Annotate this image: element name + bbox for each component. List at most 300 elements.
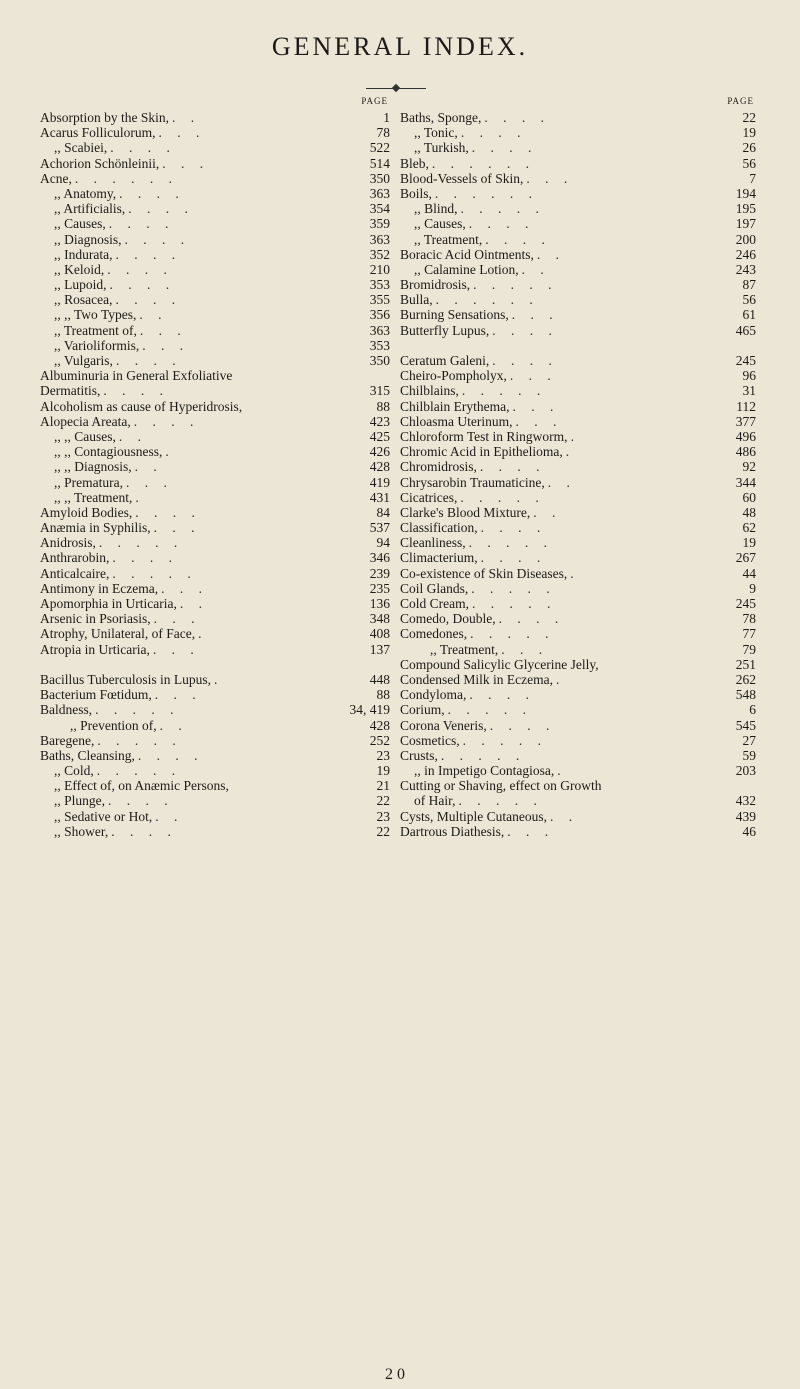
entry-leader: . . . .	[115, 246, 182, 262]
entry-leader: . . . .	[137, 747, 204, 763]
entry-leader: . . . .	[103, 383, 169, 399]
entry-term: Cutting or Shaving, effect on Growth	[400, 778, 602, 794]
index-entry	[400, 642, 756, 657]
entry-page-number: 448	[369, 671, 390, 687]
index-entry	[40, 383, 390, 398]
entry-term: Climacterium,	[400, 550, 478, 566]
entry-page-number: 7	[749, 170, 756, 186]
index-entry	[40, 201, 390, 216]
index-entry	[400, 626, 756, 641]
index-entry	[40, 748, 390, 763]
entry-leader: . . . . . .	[431, 155, 535, 171]
entry-page-number: 486	[735, 444, 756, 460]
entry-leader: . . . . .	[96, 763, 182, 779]
entry-page-number: 363	[369, 231, 390, 247]
entry-leader: . . . .	[108, 216, 175, 232]
entry-leader: . . . .	[485, 231, 551, 247]
index-entry	[400, 292, 756, 307]
entry-page-number: 465	[735, 322, 756, 338]
entry-page-number: 59	[742, 747, 756, 763]
entry-page-number: 537	[369, 520, 390, 536]
index-entry	[400, 763, 756, 778]
entry-term: Chilblains,	[400, 383, 459, 399]
entry-leader: . . . . .	[460, 201, 545, 217]
entry-leader: . .	[139, 307, 168, 323]
entry-leader: .	[555, 671, 566, 687]
index-entry	[400, 718, 756, 733]
entry-page-number: 363	[369, 185, 390, 201]
entry-term: ,, in Impetigo Contagiosa,	[414, 763, 555, 779]
entry-term: Apomorphia in Urticaria,	[40, 596, 177, 611]
entry-leader: . . . . . .	[435, 292, 539, 308]
index-entry	[40, 429, 390, 444]
index-entry	[400, 323, 756, 338]
entry-term: Corium,	[400, 702, 445, 718]
entry-page-number: 194	[735, 185, 756, 201]
index-entry	[400, 809, 756, 824]
index-entry	[400, 383, 756, 398]
entry-page-number: 352	[369, 246, 390, 262]
entry-page-number: 439	[735, 808, 756, 824]
entry-page-number: 21	[376, 778, 390, 794]
entry-term: Baregene,	[40, 732, 95, 748]
entry-page-number: 78	[742, 611, 756, 627]
index-entry	[40, 566, 390, 581]
entry-leader: . . .	[139, 322, 187, 338]
entry-page-number: 239	[369, 565, 390, 581]
entry-term: Chrysarobin Traumaticine,	[400, 474, 545, 490]
entry-page-number: 267	[735, 550, 756, 566]
index-entry	[400, 459, 756, 474]
entry-leader: . . . .	[479, 459, 546, 475]
entry-leader: . . . . .	[461, 383, 547, 399]
entry-page-number: 56	[742, 292, 756, 308]
entry-term: Cold Cream,	[400, 596, 469, 611]
entry-page-number: 26	[742, 140, 756, 156]
entry-term: ,, Lupoid,	[54, 277, 107, 293]
entry-term: ,, Cold,	[54, 763, 94, 779]
index-column-right	[400, 92, 756, 839]
index-entry	[40, 171, 390, 186]
entry-page-number: 346	[369, 550, 390, 566]
index-entry	[40, 793, 390, 808]
entry-term: Burning Sensations,	[400, 307, 509, 323]
entry-leader: . .	[536, 246, 565, 262]
entry-leader: . . . . .	[460, 489, 545, 505]
index-entry	[40, 414, 390, 429]
index-entry	[40, 824, 390, 839]
entry-page-number: 251	[735, 656, 756, 672]
entry-page-number: 77	[742, 626, 756, 642]
index-entry	[400, 672, 756, 687]
entry-page-number: 245	[735, 353, 756, 368]
index-entry	[400, 475, 756, 490]
entry-leader: . . .	[515, 413, 563, 429]
entry-leader: . . . .	[110, 140, 176, 156]
index-entry	[400, 186, 756, 201]
entry-page-number: 355	[369, 292, 390, 308]
entry-leader: . . . . .	[440, 747, 526, 763]
entry-term: Cicatrices,	[400, 489, 458, 505]
entry-term: ,, Causes,	[54, 216, 106, 232]
entry-leader: . . . .	[460, 125, 527, 141]
index-entry	[40, 687, 390, 702]
index-entry	[40, 110, 390, 125]
index-entry	[400, 262, 756, 277]
entry-page-number: 423	[369, 413, 390, 429]
entry-leader: . .	[521, 261, 550, 277]
entry-page-number: 210	[369, 261, 390, 277]
entry-page-number: 96	[742, 368, 756, 384]
entry-leader: . . .	[158, 125, 206, 141]
entry-page-number: 377	[735, 413, 756, 429]
entry-term: Butterfly Lupus,	[400, 322, 490, 338]
entry-leader: . . . .	[128, 201, 194, 217]
index-entry	[40, 809, 390, 824]
index-entry	[40, 611, 390, 626]
index-entry	[400, 566, 756, 581]
entry-page-number: 408	[369, 626, 390, 642]
entry-term: ,, Treatment of,	[54, 322, 137, 338]
entry-leader: .	[165, 444, 175, 460]
entry-term: Cleanliness,	[400, 535, 466, 551]
entry-leader: . . .	[153, 611, 201, 627]
entry-page-number: 243	[735, 261, 756, 277]
entry-term: Chromic Acid in Epithelioma,	[400, 444, 563, 460]
entry-page-number: 136	[369, 596, 390, 611]
entry-leader: . . . . .	[95, 702, 180, 718]
signature-mark: 2 0	[385, 1366, 405, 1383]
entry-page-number: 315	[369, 383, 390, 399]
entry-page-number: 22	[742, 110, 756, 125]
index-entry	[40, 778, 390, 793]
entry-leader: . . . . .	[462, 732, 547, 748]
index-entry	[400, 125, 756, 140]
index-entry	[40, 262, 390, 277]
entry-page-number: 44	[742, 565, 756, 581]
entry-page-number: 419	[369, 474, 390, 490]
entry-term: Alopecia Areata,	[40, 413, 131, 429]
entry-term: Acarus Folliculorum,	[40, 125, 156, 141]
title-rule	[366, 88, 426, 89]
entry-leader: . . .	[509, 368, 557, 384]
index-entry	[40, 702, 390, 717]
entry-term: Absorption by the Skin,	[40, 110, 170, 125]
index-spacer	[40, 657, 390, 672]
entry-term: Arsenic in Psoriasis,	[40, 611, 151, 627]
entry-term: ,, Rosacea,	[54, 292, 113, 308]
entry-page-number: 9	[749, 580, 756, 596]
entry-page-number: 203	[735, 763, 756, 779]
entry-term: Bulla,	[400, 292, 433, 308]
index-entry	[40, 672, 390, 687]
entry-term: Anæmia in Syphilis,	[40, 520, 151, 536]
entry-page-number: 431	[369, 489, 390, 505]
entry-page-number: 34, 419	[349, 702, 390, 718]
entry-page-number: 353	[369, 277, 390, 293]
entry-term: Comedo, Double,	[400, 611, 496, 627]
entry-leader: . . . . .	[98, 535, 184, 551]
index-entry	[400, 596, 756, 611]
entry-page-number: 522	[369, 140, 390, 156]
index-entry	[40, 535, 390, 550]
index-entry	[400, 520, 756, 535]
entry-term: ,, ,, Diagnosis,	[54, 459, 132, 475]
index-entry	[40, 338, 390, 353]
entry-term: Corona Veneris,	[400, 717, 487, 733]
entry-term: ,, ,, Contagiousness,	[54, 444, 163, 460]
entry-leader: . . . . .	[458, 793, 543, 809]
entry-page-number: 79	[742, 641, 756, 657]
page-title: GENERAL INDEX.	[271, 32, 529, 61]
entry-term: ,, Plunge,	[54, 793, 106, 809]
entry-term: ,, ,, Causes,	[54, 428, 116, 444]
entry-leader: .	[198, 626, 208, 642]
entry-term: Comedones,	[400, 626, 468, 642]
entry-leader: . . . .	[492, 353, 558, 368]
entry-leader: . . . .	[480, 550, 547, 566]
entry-term: Condensed Milk in Eczema,	[400, 671, 553, 687]
entry-leader: . .	[155, 808, 184, 824]
entry-leader: . . . . .	[447, 702, 533, 718]
entry-term: of Hair,	[414, 793, 456, 809]
index-entry	[40, 307, 390, 322]
entry-leader: . .	[533, 504, 562, 520]
entry-term: Baldness,	[40, 702, 93, 718]
index-entry	[40, 156, 390, 171]
entry-page-number: 62	[742, 520, 756, 536]
entry-page-number: 87	[742, 277, 756, 293]
index-entry	[400, 216, 756, 231]
entry-page-number: 92	[742, 459, 756, 475]
index-entry	[40, 247, 390, 262]
index-entry	[400, 687, 756, 702]
entry-page-number: 356	[369, 307, 390, 323]
entry-term: Atropia in Urticaria,	[40, 641, 150, 657]
entry-term: ,, Turkish,	[414, 140, 469, 156]
index-entry	[40, 368, 390, 383]
entry-leader: . . .	[507, 823, 555, 839]
entry-term: Alcoholism as cause of Hyperidrosis,	[40, 398, 243, 414]
entry-page-number: 46	[742, 823, 756, 839]
entry-term: ,, Prevention of,	[70, 717, 157, 733]
entry-term: ,, Artificialis,	[54, 201, 126, 217]
index-entry	[40, 475, 390, 490]
entry-leader: .	[214, 671, 224, 687]
entry-leader: . . . .	[480, 520, 547, 536]
entry-page-number: 94	[376, 535, 390, 551]
entry-page-number: 78	[376, 125, 390, 141]
entry-page-number: 19	[376, 763, 390, 779]
entry-term: Acne,	[40, 170, 72, 186]
entry-term: ,, Keloid,	[54, 261, 105, 277]
index-entry	[400, 368, 756, 383]
entry-page-number: 88	[376, 398, 390, 414]
entry-term: ,, Calamine Lotion,	[414, 261, 519, 277]
entry-page-number: 61	[742, 307, 756, 323]
index-entry	[400, 778, 756, 793]
entry-page-number: 262	[735, 671, 756, 687]
entry-term: Classification,	[400, 520, 478, 536]
index-entry	[40, 596, 390, 611]
page-column-heading: PAGE	[361, 96, 388, 106]
entry-term: ,, Indurata,	[54, 246, 113, 262]
entry-page-number: 344	[735, 474, 756, 490]
entry-leader: . .	[118, 428, 147, 444]
entry-term: ,, Treatment,	[430, 641, 499, 657]
index-entry	[400, 824, 756, 839]
entry-page-number: 548	[735, 687, 756, 703]
entry-leader: . . . .	[471, 140, 538, 156]
index-entry	[40, 733, 390, 748]
entry-term: Bleb,	[400, 155, 429, 171]
entry-leader: . . . .	[124, 231, 191, 247]
entry-page-number: 137	[369, 641, 390, 657]
entry-page-number: 195	[735, 201, 756, 217]
index-entry	[400, 550, 756, 565]
entry-page-number: 60	[742, 489, 756, 505]
entry-term: Anticalcaire,	[40, 565, 110, 581]
entry-term: Anthrarobin,	[40, 550, 110, 566]
entry-term: Baths, Sponge,	[400, 110, 482, 125]
entry-page-number: 425	[369, 428, 390, 444]
entry-leader: . . .	[511, 307, 559, 323]
entry-leader: . . . . .	[468, 535, 553, 551]
entry-page-number: 112	[736, 398, 756, 414]
entry-leader: . . .	[142, 337, 190, 353]
entry-leader: . . . . .	[471, 580, 556, 596]
index-entry	[40, 718, 390, 733]
entry-term: Dermatitis,	[40, 383, 101, 399]
entry-page-number: 22	[376, 793, 390, 809]
entry-leader: . . . . . .	[434, 185, 539, 201]
entry-page-number: 6	[749, 702, 756, 718]
entry-page-number: 350	[369, 170, 390, 186]
entry-term: Atrophy, Unilateral, of Face,	[40, 626, 196, 642]
entry-term: Compound Salicylic Glycerine Jelly,	[400, 656, 599, 672]
entry-term: Boils,	[400, 185, 432, 201]
entry-leader: . . . .	[107, 261, 173, 277]
index-entry	[400, 535, 756, 550]
entry-leader: . . . . .	[473, 277, 558, 293]
entry-page-number: 545	[735, 717, 756, 733]
entry-leader: . . .	[154, 687, 202, 703]
index-entry	[400, 232, 756, 247]
entry-term: Chilblain Erythema,	[400, 398, 510, 414]
entry-leader: . . . .	[111, 823, 177, 839]
entry-page-number: 27	[742, 732, 756, 748]
entry-page-number: 359	[369, 216, 390, 232]
entry-leader: .	[570, 565, 580, 581]
entry-leader: .	[135, 489, 145, 505]
index-entry	[400, 444, 756, 459]
entry-term: Cheiro-Pompholyx,	[400, 368, 507, 384]
index-entry	[400, 140, 756, 155]
entry-page-number: 496	[735, 428, 756, 444]
entry-leader: . . .	[161, 580, 208, 596]
index-entry	[400, 611, 756, 626]
entry-page-number: 348	[369, 611, 390, 627]
entry-term: ,, ,, Two Types,	[54, 307, 137, 323]
entry-term: Co-existence of Skin Diseases,	[400, 565, 568, 581]
entry-page-number: 23	[376, 808, 390, 824]
entry-page-number: 350	[369, 353, 390, 368]
entry-term: Cysts, Multiple Cutaneous,	[400, 808, 548, 824]
entry-page-number: 1	[383, 110, 390, 125]
entry-page-number: 56	[742, 155, 756, 171]
index-entry	[400, 247, 756, 262]
entry-leader: . . . .	[489, 717, 556, 733]
entry-leader: .	[557, 763, 567, 779]
index-entry	[40, 399, 390, 414]
entry-leader: . . . .	[484, 110, 551, 125]
entry-term: Clarke's Blood Mixture,	[400, 504, 531, 520]
index-entry	[40, 216, 390, 231]
entry-term: Chromidrosis,	[400, 459, 477, 475]
entry-page-number: 200	[735, 231, 756, 247]
entry-page-number: 19	[742, 125, 756, 141]
entry-leader: . . . .	[468, 216, 535, 232]
index-entry	[40, 140, 390, 155]
entry-leader: . . . .	[492, 322, 558, 338]
entry-page-number: 31	[742, 383, 756, 399]
entry-page-number: 197	[735, 216, 756, 232]
entry-term: ,, Anatomy,	[54, 185, 117, 201]
entry-term: ,, Treatment,	[414, 231, 483, 247]
index-entry	[400, 657, 756, 672]
entry-page-number: 363	[369, 322, 390, 338]
index-entry	[40, 550, 390, 565]
entry-term: ,, Varioliformis,	[54, 337, 140, 353]
entry-leader: . . . .	[115, 292, 182, 308]
entry-leader: .	[570, 428, 580, 444]
entry-term: Achorion Schönleinii,	[40, 155, 160, 171]
entry-leader: . .	[550, 808, 579, 824]
index-entry	[400, 353, 756, 368]
index-entry	[40, 520, 390, 535]
index-entry	[400, 201, 756, 216]
entry-term: ,, Sedative or Hot,	[54, 808, 153, 824]
entry-page-number: 235	[369, 580, 390, 596]
index-entry	[400, 171, 756, 186]
entry-term: Bacterium Fœtidum,	[40, 687, 152, 703]
entry-leader: . . . .	[115, 353, 182, 368]
entry-term: ,, Causes,	[414, 216, 466, 232]
entry-leader: . . . . .	[470, 626, 555, 642]
index-entry	[40, 125, 390, 140]
entry-term: ,, Diagnosis,	[54, 231, 122, 247]
index-entry	[400, 429, 756, 444]
entry-leader: . . . .	[498, 611, 565, 627]
index-entry	[40, 642, 390, 657]
index-entry	[400, 307, 756, 322]
entry-term: ,, ,, Treatment,	[54, 489, 133, 505]
entry-page-number: 19	[742, 535, 756, 551]
entry-leader: . .	[172, 110, 201, 125]
entry-leader: . . .	[512, 398, 560, 414]
entry-term: ,, Tonic,	[414, 125, 458, 141]
entry-term: Amyloid Bodies,	[40, 504, 133, 520]
entry-term: ,, Scabiei,	[54, 140, 108, 156]
index-entry	[40, 277, 390, 292]
entry-page-number: 23	[376, 747, 390, 763]
index-entry	[40, 490, 390, 505]
index-entry	[40, 763, 390, 778]
entry-leader: .	[565, 444, 576, 460]
entry-term: Condyloma,	[400, 687, 467, 703]
diamond-ornament-icon	[392, 84, 400, 92]
entry-leader: . . .	[153, 520, 201, 536]
